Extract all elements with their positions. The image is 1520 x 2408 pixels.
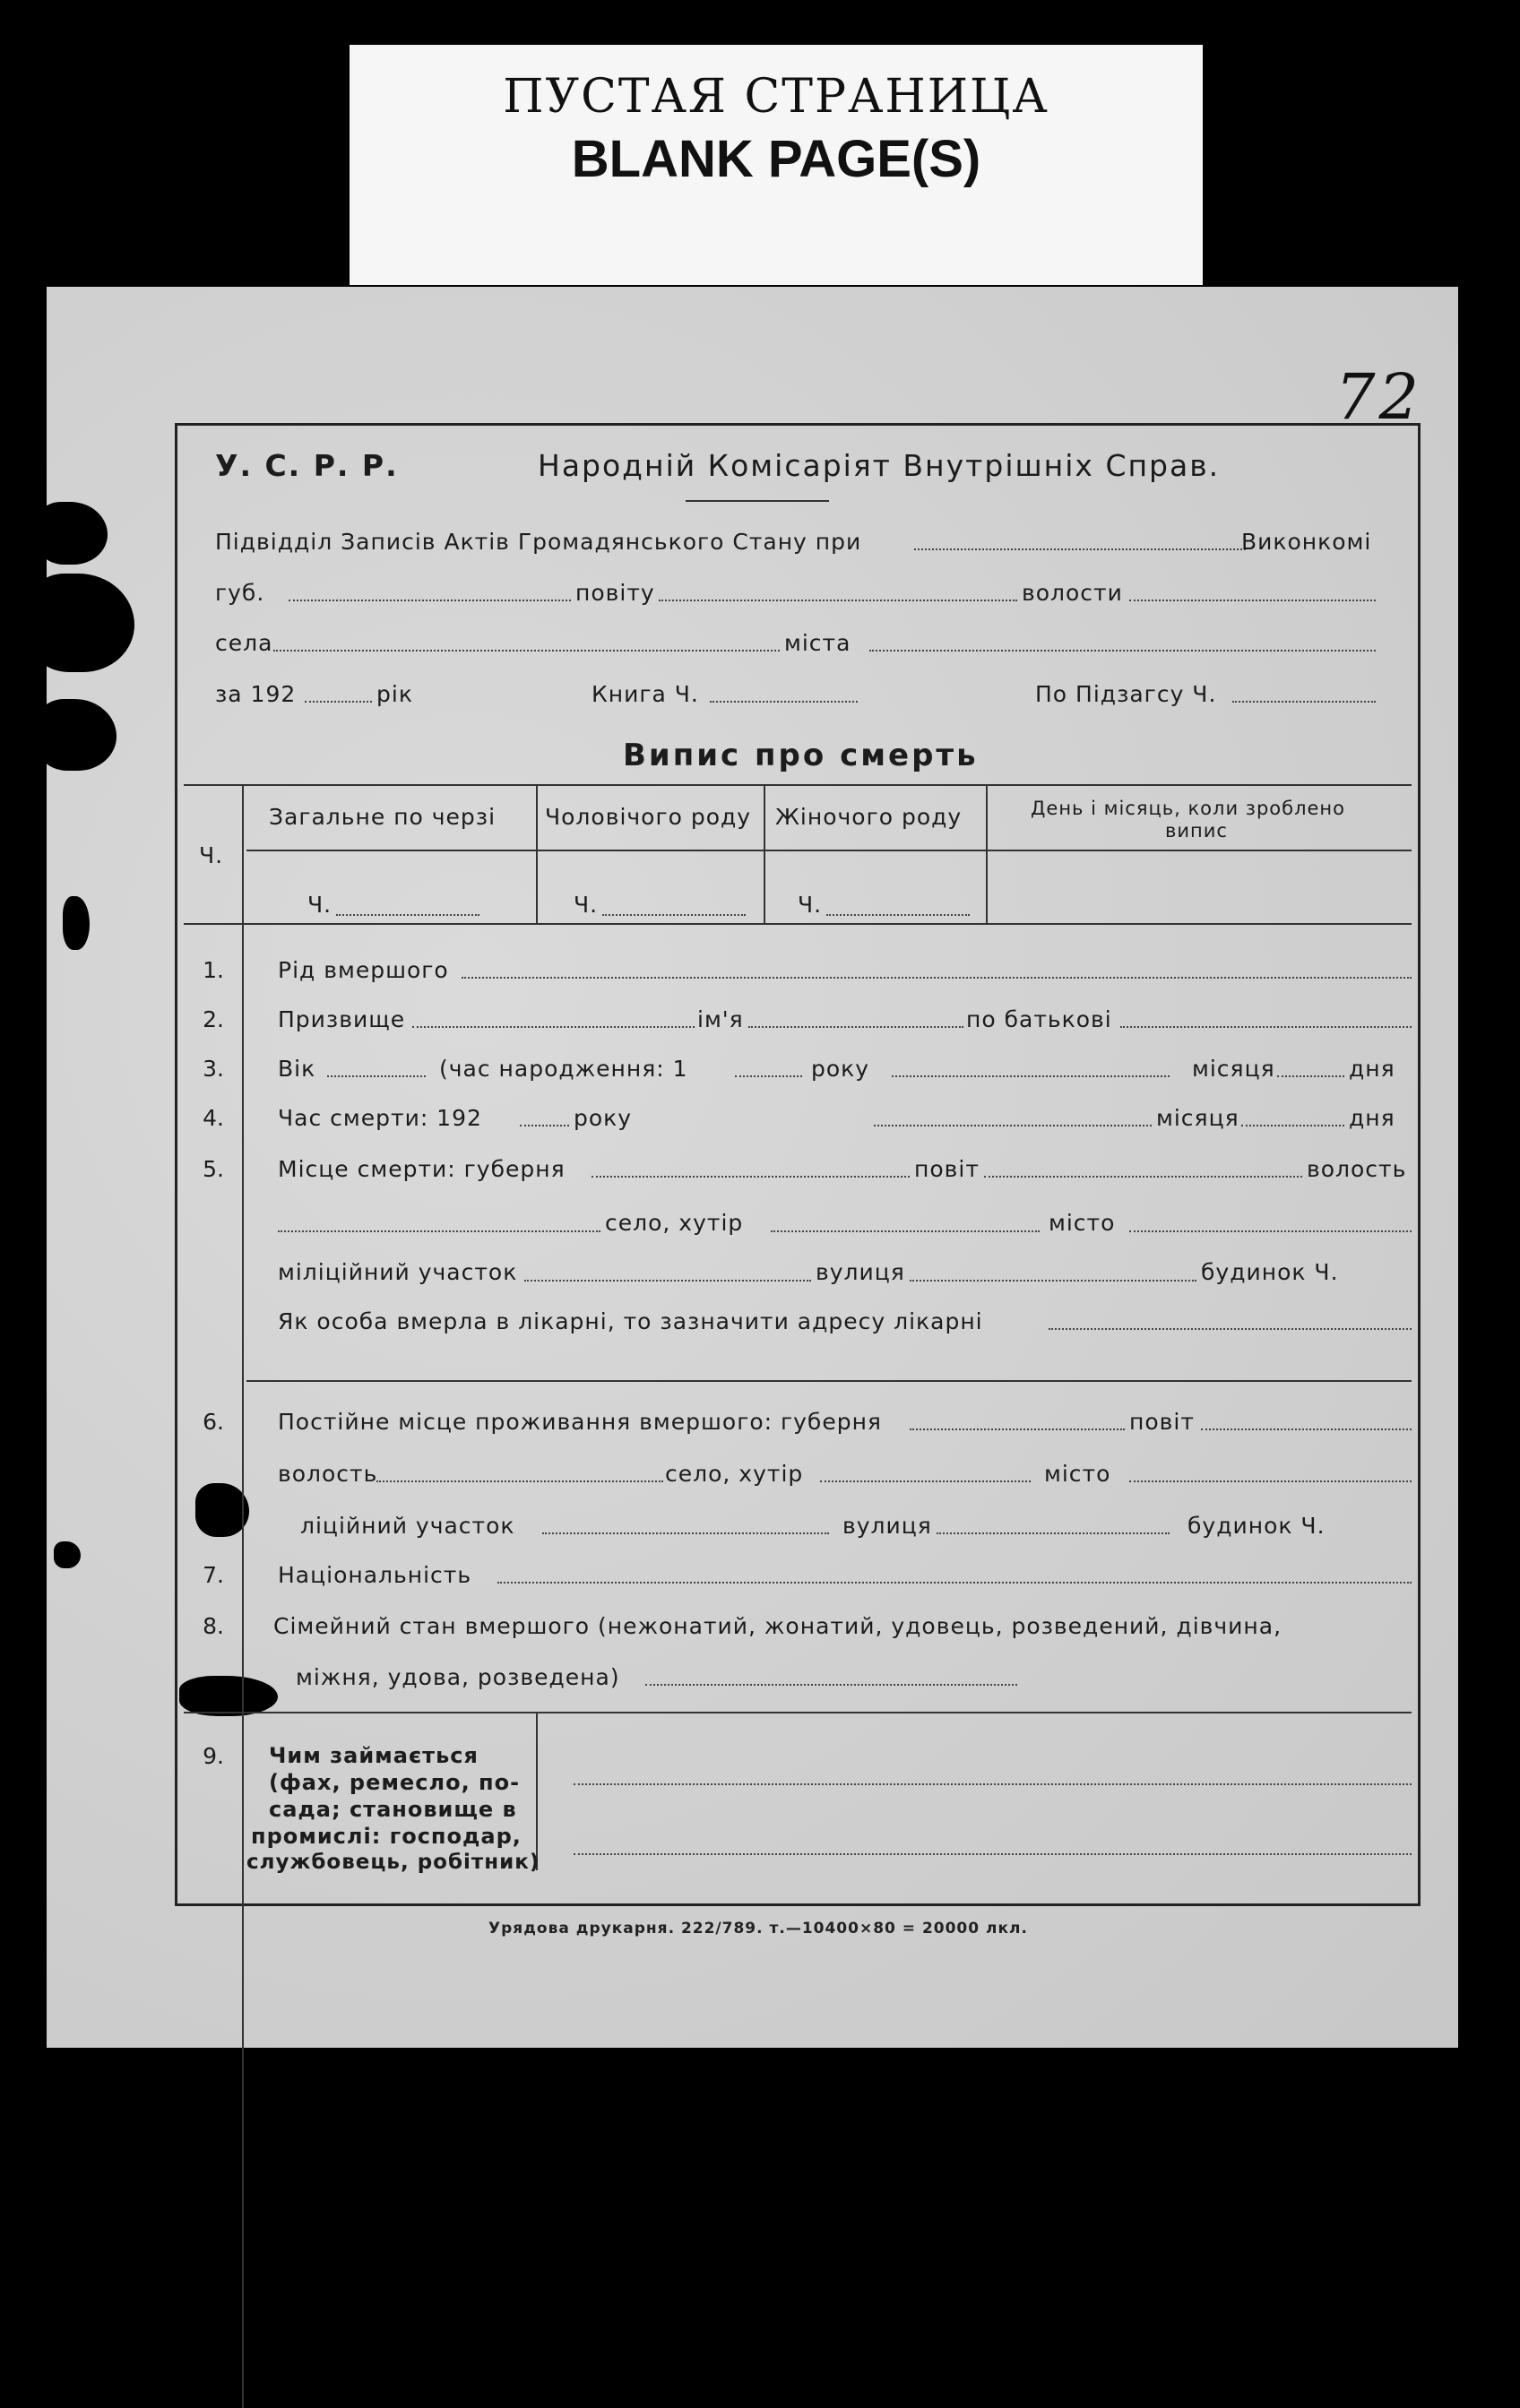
birth-year-field (735, 1075, 802, 1077)
marital-status-label-2: міжня, удова, розведена) (296, 1664, 620, 1690)
death-month-label: місяця (1156, 1105, 1239, 1131)
slate-russian-label: ПУСТАЯ СТРАНИЦА (503, 70, 1049, 124)
table-rule (536, 786, 538, 923)
row-number: 8. (203, 1613, 224, 1639)
torn-edge (54, 1541, 81, 1568)
sela-field (273, 650, 780, 652)
occupation-label-4: промислі: господар, (251, 1824, 522, 1849)
povitu-field (659, 600, 1017, 601)
counter-female-field (826, 914, 970, 916)
residence-house-label: будинок Ч. (1188, 1513, 1326, 1539)
torn-edge (36, 502, 108, 565)
marital-status-label: Сімейний стан вмершого (нежонатий, жонатий, удовець, розведений, дівчина, (273, 1613, 1282, 1639)
militia-district-label: міліційний участок (278, 1259, 518, 1285)
volosti-field (1129, 600, 1376, 601)
torn-edge (63, 896, 90, 950)
militia-district-field (524, 1280, 811, 1282)
hospital-address-label: Як особа вмерла в лікарні, то зазначити адресу лікарні (278, 1308, 983, 1334)
counter-general-header: Загальне по черзі (269, 804, 497, 830)
death-month-field (1241, 1125, 1344, 1126)
birth-year-label: року (811, 1056, 870, 1082)
row-number: 1. (203, 957, 224, 983)
residence-povit-field (1201, 1428, 1412, 1430)
rik-label: рік (376, 681, 413, 707)
counter-general-field (336, 914, 479, 916)
gub-field (289, 600, 571, 601)
death-povit-field (984, 1176, 1302, 1178)
firstname-label: ім'я (697, 1006, 744, 1032)
row-number: 7. (203, 1562, 224, 1588)
death-city-label: місто (1049, 1210, 1116, 1236)
header-rule (686, 500, 829, 502)
nationality-label: Національність (278, 1562, 472, 1588)
gub-label: губ. (215, 580, 265, 606)
occupation-field-2 (574, 1853, 1412, 1855)
age-field (327, 1075, 426, 1077)
birth-month-label: місяця (1192, 1056, 1275, 1082)
residence-label: Постійне місце проживання вмершого: губерня (278, 1409, 882, 1435)
row-number: 9. (203, 1743, 224, 1769)
residence-city-field (1129, 1480, 1412, 1482)
hospital-address-field (1049, 1328, 1412, 1330)
subzags-field (1232, 701, 1376, 703)
birth-day-label: дня (1349, 1056, 1395, 1082)
executive-committee-label: Виконкомі (1241, 529, 1372, 555)
counter-male-ch: Ч. (574, 892, 599, 918)
street-label: вулиця (816, 1259, 905, 1285)
residence-selo-field (820, 1480, 1031, 1482)
death-day-label: дня (1349, 1105, 1395, 1131)
deceased-kin-label: Рід вмершого (278, 957, 449, 983)
death-city-field (771, 1230, 1040, 1232)
counter-male-header: Чоловічого роду (545, 804, 752, 830)
counter-female-ch: Ч. (798, 892, 823, 918)
archive-page-number: 72 (1335, 360, 1423, 434)
age-label: Вік (278, 1056, 316, 1082)
residence-selo-label: село, хутір (665, 1461, 804, 1487)
residence-street-field (937, 1532, 1170, 1534)
row-rule (184, 1712, 1412, 1713)
row-number: 6. (203, 1409, 224, 1435)
death-selo-field (278, 1230, 600, 1232)
document-title: Випис про смерть (623, 738, 979, 773)
death-povit-label: повіт (914, 1156, 980, 1182)
counter-num-header: Ч. (199, 842, 224, 868)
nationality-field (497, 1582, 1412, 1584)
birth-field (892, 1075, 1170, 1077)
book-label: Книга Ч. (592, 681, 699, 707)
counter-female-header: Жіночого роду (775, 804, 963, 830)
table-rule (986, 786, 988, 923)
ussr-label: У. С. Р. Р. (215, 448, 399, 483)
death-city-field-2 (1129, 1230, 1412, 1232)
patronymic-field (1120, 1026, 1412, 1028)
torn-edge (27, 574, 134, 672)
death-time-label: Час смерти: 192 (278, 1105, 482, 1131)
residence-povit-label: повіт (1129, 1409, 1195, 1435)
subdepartment-field (914, 548, 1246, 550)
table-rule (184, 784, 1412, 786)
patronymic-label: по батькові (966, 1006, 1112, 1032)
volosti-label: волости (1022, 580, 1123, 606)
year-label: за 192 (215, 681, 297, 707)
deceased-kin-field (462, 977, 1412, 979)
street-field (910, 1280, 1196, 1282)
torn-edge (36, 699, 117, 771)
table-rule (184, 923, 1412, 925)
house-label: будинок Ч. (1201, 1259, 1339, 1285)
death-year-field (520, 1125, 569, 1126)
counter-male-field (602, 914, 746, 916)
row-number: 3. (203, 1056, 224, 1082)
residence-volost-field (376, 1480, 663, 1482)
death-place-label: Місце смерти: губерня (278, 1156, 566, 1182)
surname-field (412, 1026, 695, 1028)
subzags-label: По Підзагсу Ч. (1035, 681, 1217, 707)
book-field (710, 701, 858, 703)
row-rule (246, 1380, 1412, 1382)
commissariat-label: Народній Комісаріят Внутрішніх Справ. (538, 448, 1221, 483)
printer-imprint: Урядова друкарня. 222/789. т.—10400×80 = 20000 лкл. (488, 1920, 1028, 1938)
subdepartment-label: Підвідділ Записів Актів Громадянського Стану при (215, 529, 862, 555)
occupation-label-2: (фах, ремесло, по- (269, 1770, 521, 1795)
residence-gubernia-field (910, 1428, 1125, 1430)
mista-field (869, 650, 1376, 652)
table-rule (246, 850, 1412, 851)
death-volost-label: волость (1307, 1156, 1407, 1182)
blank-page-slate (350, 45, 1203, 285)
slate-english-label: BLANK PAGE(S) (571, 130, 981, 188)
year-field (305, 701, 372, 703)
row-number: 5. (203, 1156, 224, 1182)
residence-militia-label: ліційний участок (300, 1513, 515, 1539)
death-time-field (874, 1125, 1152, 1126)
death-selo-label: село, хутір (605, 1210, 744, 1236)
residence-militia-field (542, 1532, 829, 1534)
mista-label: міста (784, 630, 851, 656)
firstname-field (748, 1026, 963, 1028)
counter-general-ch: Ч. (307, 892, 332, 918)
occupation-field-1 (574, 1783, 1412, 1785)
occupation-label-1: Чим займається (269, 1743, 479, 1768)
povitu-label: повіту (575, 580, 655, 606)
table-rule (764, 786, 765, 923)
occupation-label-3: сада; становище в (269, 1797, 517, 1822)
table-rule (242, 786, 244, 2408)
occupation-label-5: службовець, робітник) (246, 1851, 540, 1874)
death-year-label: року (574, 1105, 633, 1131)
residence-volost-label: волость (278, 1461, 378, 1487)
birth-label: (час народження: 1 (439, 1056, 688, 1082)
sela-label: села (215, 630, 273, 656)
birth-month-field (1277, 1075, 1344, 1077)
marital-status-field (645, 1684, 1017, 1686)
row-number: 2. (203, 1006, 224, 1032)
issue-date-header-1: День і місяць, коли зроблено (1031, 798, 1345, 819)
issue-date-header-2: випис (1165, 820, 1228, 842)
death-gubernia-field (592, 1176, 910, 1178)
surname-label: Призвище (278, 1006, 406, 1032)
residence-city-label: місто (1044, 1461, 1111, 1487)
row-number: 4. (203, 1105, 224, 1131)
residence-street-label: вулиця (842, 1513, 932, 1539)
table-rule (536, 1713, 538, 1870)
